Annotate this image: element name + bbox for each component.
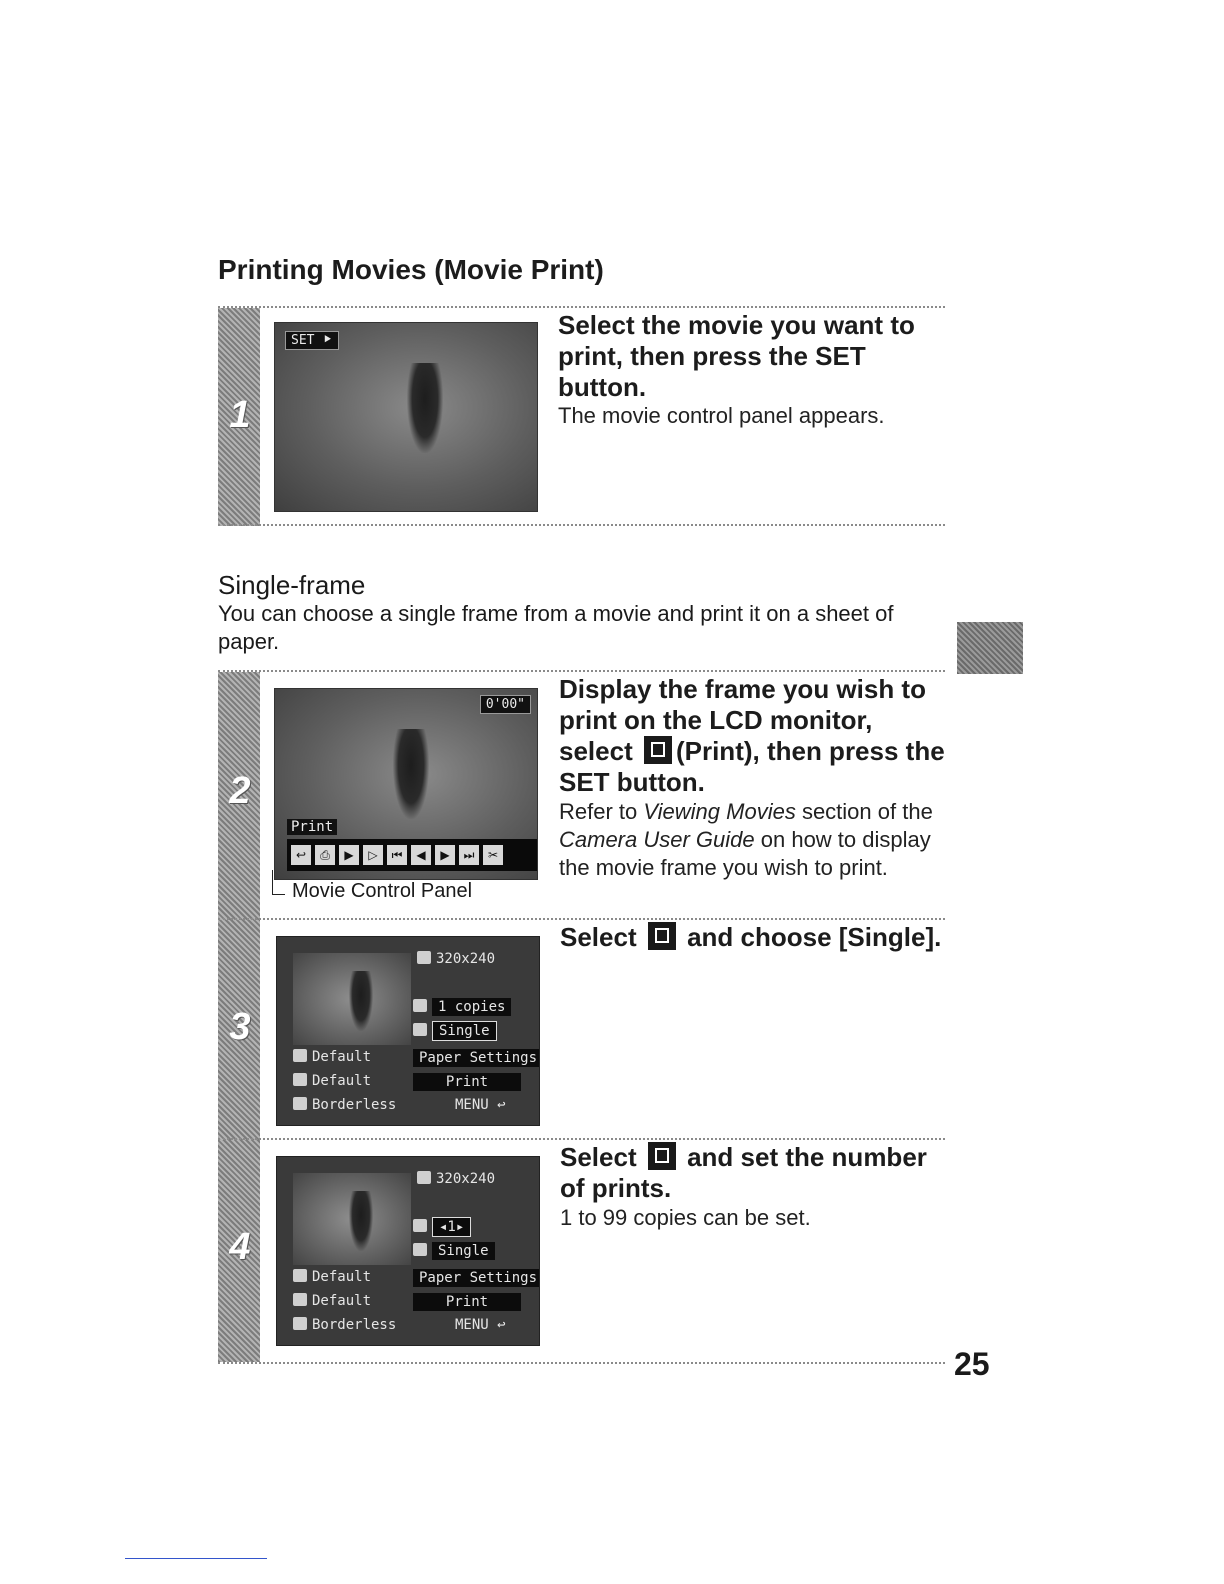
image-size bbox=[417, 1171, 495, 1187]
menu-return: MENU ↩ bbox=[455, 1317, 506, 1333]
menu-return: MENU ↩ bbox=[455, 1097, 506, 1113]
exit-icon: ↩ bbox=[291, 845, 311, 865]
layout-icon bbox=[293, 1097, 307, 1110]
setting-row bbox=[293, 1293, 371, 1309]
step-heading: Select the movie you want to print, then press the SET button. bbox=[558, 310, 915, 402]
step-2 bbox=[218, 670, 945, 920]
step-heading bbox=[559, 674, 949, 798]
copies-value: 1 copies bbox=[432, 998, 511, 1016]
divider bbox=[218, 918, 945, 920]
heading-part: and choose [Single]. bbox=[687, 922, 942, 952]
mode-value: Single bbox=[432, 1021, 497, 1041]
heading-part: (Print), then press the SET button. bbox=[559, 736, 945, 797]
step-heading bbox=[560, 1142, 950, 1204]
body-emphasis: Camera User Guide bbox=[559, 827, 755, 852]
heading-part: Select bbox=[560, 1142, 637, 1172]
dog-figure bbox=[393, 729, 429, 819]
divider bbox=[218, 1362, 945, 1364]
step-body: 1 to 99 copies can be set. bbox=[560, 1205, 811, 1230]
size-value: 320x240 bbox=[436, 951, 496, 967]
dog-figure bbox=[349, 1191, 373, 1251]
setting-row bbox=[293, 1097, 396, 1113]
step-body: The movie control panel appears. bbox=[558, 403, 885, 428]
page-number: 25 bbox=[954, 1346, 990, 1382]
edit-icon: ✂ bbox=[483, 845, 503, 865]
setting-row bbox=[293, 1317, 396, 1333]
print-item: Print bbox=[413, 1073, 521, 1091]
next-frame-icon: ▶ bbox=[435, 845, 455, 865]
divider bbox=[218, 524, 945, 526]
lcd-screen-image bbox=[274, 688, 538, 880]
setting-value: Default bbox=[312, 1049, 372, 1065]
body-part: section of the bbox=[795, 799, 933, 824]
heading-part: Select bbox=[560, 922, 637, 952]
time-readout: 0'00" bbox=[480, 695, 531, 714]
first-frame-icon: ⏮ bbox=[387, 845, 407, 865]
mode-value: Single bbox=[432, 1242, 495, 1260]
paper-size-icon bbox=[293, 1269, 307, 1282]
print-item: Print bbox=[413, 1293, 521, 1311]
step-heading bbox=[560, 922, 950, 953]
dog-figure bbox=[349, 971, 373, 1031]
size-icon bbox=[417, 1171, 431, 1184]
play-icon: ▶ bbox=[339, 845, 359, 865]
step-number: 1 bbox=[229, 394, 251, 436]
setting-value: Default bbox=[312, 1293, 372, 1309]
print-settings-screen bbox=[276, 1156, 540, 1346]
page-title: Printing Movies (Movie Print) bbox=[218, 254, 604, 285]
body-emphasis: Viewing Movies bbox=[643, 799, 796, 824]
caption-leader bbox=[272, 870, 285, 895]
movie-thumbnail bbox=[293, 953, 411, 1045]
step-number: 3 bbox=[229, 1006, 251, 1048]
setting-value: Default bbox=[312, 1073, 372, 1089]
paper-type-icon bbox=[293, 1073, 307, 1086]
divider bbox=[218, 1138, 945, 1140]
mode-row bbox=[413, 1243, 495, 1259]
heading-part: Display the frame you wish to print on the LCD monitor, select bbox=[559, 674, 926, 766]
copies-icon bbox=[648, 1142, 676, 1170]
print-settings-screen bbox=[276, 936, 540, 1126]
copies-row bbox=[413, 1219, 471, 1235]
divider bbox=[218, 306, 945, 308]
copies-value: ◂1▸ bbox=[432, 1217, 471, 1237]
copies-row bbox=[413, 999, 511, 1015]
step-number: 4 bbox=[229, 1226, 251, 1268]
body-part: on how to display the movie frame you wish to print. bbox=[559, 827, 931, 880]
slow-play-icon: ▷ bbox=[363, 845, 383, 865]
movie-thumbnail bbox=[293, 1173, 411, 1265]
copies-icon bbox=[413, 1219, 427, 1232]
step-body bbox=[559, 798, 949, 882]
step-number: 2 bbox=[229, 770, 251, 812]
divider bbox=[218, 670, 945, 672]
copies-icon bbox=[413, 999, 427, 1012]
body-part: Refer to bbox=[559, 799, 644, 824]
print-icon bbox=[644, 736, 672, 764]
footer-rule bbox=[125, 1558, 267, 1559]
setting-row bbox=[293, 1049, 371, 1065]
paper-size-icon bbox=[293, 1049, 307, 1062]
mode-row bbox=[413, 1023, 497, 1039]
image-size bbox=[417, 951, 495, 967]
caption: Movie Control Panel bbox=[292, 880, 473, 902]
step-4 bbox=[218, 1138, 945, 1364]
paper-settings-item: Paper Settings bbox=[413, 1049, 540, 1067]
setting-row bbox=[293, 1269, 371, 1285]
layout-icon bbox=[413, 1023, 427, 1036]
layout-icon bbox=[413, 1243, 427, 1256]
layout-icon bbox=[648, 922, 676, 950]
section-title: Single-frame bbox=[218, 570, 366, 600]
setting-row bbox=[293, 1073, 371, 1089]
size-icon bbox=[417, 951, 431, 964]
set-tag: SET ⯈ bbox=[285, 331, 339, 350]
movie-control-panel bbox=[287, 839, 537, 871]
chapter-tab bbox=[957, 622, 1023, 674]
paper-settings-item: Paper Settings bbox=[413, 1269, 540, 1287]
print-icon: ⎙ bbox=[315, 845, 335, 865]
prev-frame-icon: ◀ bbox=[411, 845, 431, 865]
heading-part: and set the number of prints. bbox=[560, 1142, 927, 1203]
lcd-screen-image bbox=[274, 322, 538, 512]
step-3 bbox=[218, 918, 945, 1140]
paper-type-icon bbox=[293, 1293, 307, 1306]
setting-value: Borderless bbox=[312, 1317, 397, 1333]
step-1 bbox=[218, 306, 945, 528]
section-text: You can choose a single frame from a movie and print it on a sheet of paper. bbox=[218, 601, 894, 654]
size-value: 320x240 bbox=[436, 1171, 496, 1187]
dog-figure bbox=[407, 363, 443, 453]
setting-value: Default bbox=[312, 1269, 372, 1285]
last-frame-icon: ⏭ bbox=[459, 845, 479, 865]
print-label: Print bbox=[287, 819, 337, 835]
layout-icon bbox=[293, 1317, 307, 1330]
setting-value: Borderless bbox=[312, 1097, 397, 1113]
